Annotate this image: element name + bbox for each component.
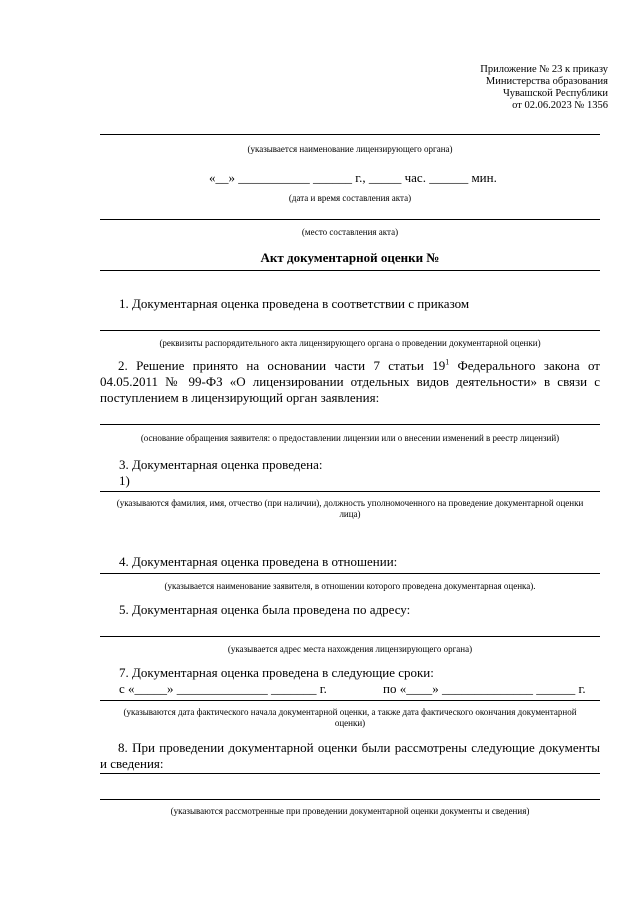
section-7-to-date[interactable]: по «____» ______________ ______ г.: [383, 681, 586, 696]
section-3-item: 1): [119, 473, 130, 488]
authority-fill-line[interactable]: [100, 134, 600, 135]
header-line-3: Чувашской Республики: [502, 88, 608, 99]
section-1-caption: (реквизиты распорядительного акта лицензирующего органа о проведении документарной оценки): [159, 338, 541, 348]
section-2-caption: (основание обращения заявителя: о предоставлении лицензии или о внесении изменений в реестр лицензий): [140, 433, 560, 443]
section-5-caption: (указывается адрес места нахождения лицензирующего органа): [227, 644, 473, 654]
section-7-underline: [100, 700, 600, 701]
section-8-text: 8. При проведении документарной оценки были рассмотрены следующие документы и сведения:: [100, 740, 600, 771]
document-title: Акт документарной оценки №: [260, 250, 440, 265]
section-8-caption: (указываются рассмотренные при проведении документарной оценки документы и сведения): [170, 806, 530, 816]
section-1-text: 1. Документарная оценка проведена в соответствии с приказом: [119, 296, 470, 311]
section-4-text: 4. Документарная оценка проведена в отношении:: [119, 554, 398, 569]
section-4-caption: (указывается наименование заявителя, в отношении которого проведена документарная оценка).: [164, 581, 536, 591]
section-2-fill-line[interactable]: [100, 424, 600, 425]
section-2-part-1: 2. Решение принято на основании части 7 статьи 19: [118, 358, 446, 373]
section-1-fill-line[interactable]: [100, 330, 600, 331]
section-4-fill-line[interactable]: [100, 573, 600, 574]
title-underline: [100, 270, 600, 271]
header-line-2: Министерства образования: [485, 76, 608, 87]
section-8-fill-line-1[interactable]: [100, 773, 600, 774]
section-5-text: 5. Документарная оценка была проведена по адресу:: [119, 602, 411, 617]
section-7-caption: (указываются дата фактического начала документарной оценки, а также дата фактического окончания документарной оценки): [123, 707, 577, 728]
section-3-fill-line[interactable]: [100, 491, 600, 492]
place-caption: (место составления акта): [301, 227, 399, 237]
section-7-from-date[interactable]: с «_____» ______________ _______ г.: [119, 681, 327, 696]
section-7-text: 7. Документарная оценка проведена в следующие сроки:: [119, 665, 434, 680]
datetime-fill-line[interactable]: «__» ___________ ______ г., _____ час. ______ мин.: [209, 170, 497, 185]
section-3-caption: (указываются фамилия, имя, отчество (при наличии), должность уполномоченного на проведение документарной оценки лица): [116, 498, 584, 519]
datetime-caption: (дата и время составления акта): [288, 193, 412, 203]
approval-header: [480, 64, 608, 112]
section-2-part-2: Федерального закона от 04.05.2011 № 99-ФЗ «О лицензировании отдельных видов деятельности» в связи с поступлением в лицензирующий орган заявления:: [100, 358, 600, 405]
place-fill-line[interactable]: [100, 219, 600, 220]
section-2-text: [100, 358, 600, 406]
header-line-1: Приложение № 23 к приказу: [480, 64, 608, 75]
section-3-text: 3. Документарная оценка проведена:: [119, 457, 323, 472]
authority-caption: (указывается наименование лицензирующего органа): [247, 144, 453, 154]
section-5-fill-line[interactable]: [100, 636, 600, 637]
section-2-superscript: 1: [445, 357, 450, 367]
section-8-fill-line-2[interactable]: [100, 799, 600, 800]
header-line-4: от 02.06.2023 № 1356: [512, 100, 608, 111]
